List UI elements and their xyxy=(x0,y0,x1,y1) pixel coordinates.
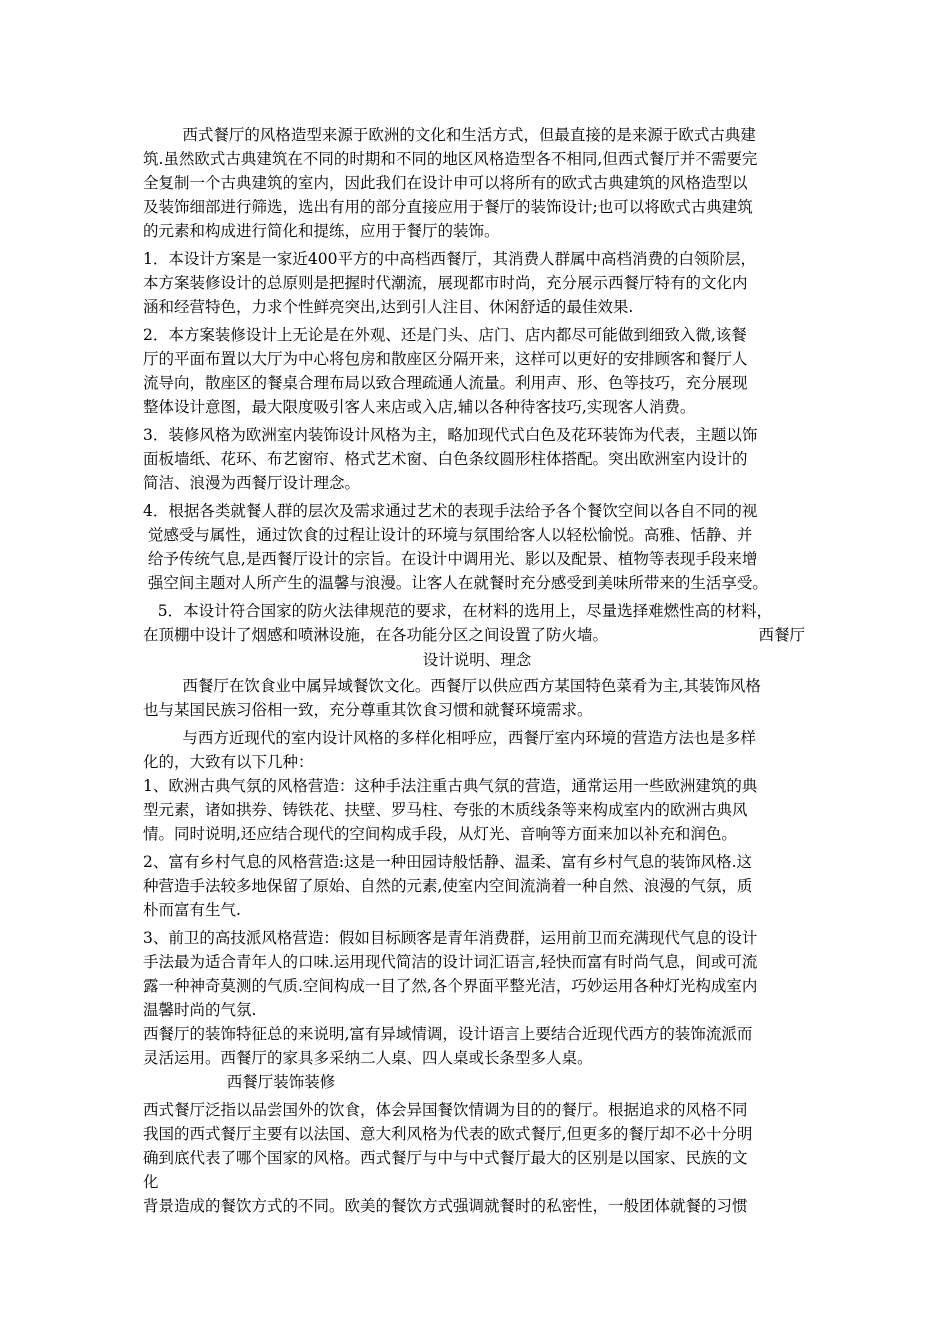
text-line: 整体设计意图，最大限度吸引客人来店或入店,辅以各种待客技巧,实现客人消费。 xyxy=(143,398,696,416)
text-line: 厅的平面布置以大厅为中心将包房和散座区分隔开来，这样可以更好的安排顾客和餐厅人 xyxy=(143,350,748,368)
text-line: 西餐厅在饮食业中属异域餐饮文化。西餐厅以供应西方某国特色菜肴为主,其装饰风格 xyxy=(143,677,761,695)
text-line: 2、富有乡村气息的风格营造:这是一种田园诗般恬静、温柔、富有乡村气息的装饰风格.这 xyxy=(143,853,753,871)
text-line: 与西方近现代的室内设计风格的多样化相呼应，西餐厅室内环境的营造方法也是多样 xyxy=(143,729,756,747)
text-line: 给予传统气息,是西餐厅设计的宗旨。在设计中调用光、影以及配景、植物等表现手段来增 xyxy=(143,550,758,568)
text-line: 的元素和构成进行简化和提练，应用于餐厅的装饰。 xyxy=(143,222,500,240)
text-line: 朴而富有生气. xyxy=(143,901,241,919)
text-line: 流导向，散座区的餐桌合理布局以致合理疏通人流量。利用声、形、色等技巧，充分展现 xyxy=(143,374,748,392)
text-line: 涵和经营特色，力求个性鲜亮突出,达到引人注目、休闲舒适的最佳效果. xyxy=(143,298,634,316)
text-line: 我国的西式餐厅主要有以法国、意大利风格为代表的欧式餐厅,但更多的餐厅却不必十分明 xyxy=(143,1125,753,1143)
text-line: 化的，大致有以下几种： xyxy=(143,753,314,771)
section-heading: 设计说明、理念 xyxy=(422,651,532,669)
text-line: 1．本设计方案是一家近400平方的中高档西餐厅，其消费人群属中高档消费的白领阶层， xyxy=(143,250,756,268)
text-line: 全复制一个古典建筑的室内，因此我们在设计申可以将所有的欧式古典建筑的风格造型以 xyxy=(143,174,748,192)
text-line: 及装饰细部进行筛选，选出有用的部分直接应用于餐厅的装饰设计;也可以将欧式古典建筑 xyxy=(143,198,753,216)
text-line: 露一种神奇莫测的气质.空间构成一目了然,各个界面平整光洁，巧妙运用各种灯光构成室内 xyxy=(143,977,758,995)
section-heading: 西餐厅装饰装修 xyxy=(143,1073,336,1091)
text-line: 西式餐厅的风格造型来源于欧洲的文化和生活方式，但最直接的是来源于欧式古典建 xyxy=(143,126,756,144)
text-line: 简洁、浪漫为西餐厅设计理念。 xyxy=(143,474,361,492)
text-line: 2．本方案装修设计上无论是在外观、还是门头、店门、店内都尽可能做到细致入微,该餐 xyxy=(143,326,747,344)
text-line: 面板墙纸、花环、布艺窗帘、格式艺术窗、白色条纹圆形柱体搭配。突出欧洲室内设计的 xyxy=(143,450,748,468)
text-line: 型元素，诸如拱券、铸铁花、扶壁、罗马柱、夸张的木质线条等来构成室内的欧洲古典风 xyxy=(143,801,748,819)
text-line: 3．装修风格为欧洲室内装饰设计风格为主，略加现代式白色及花环装饰为代表，主题以饰 xyxy=(143,426,758,444)
text-line: 强空间主题对人所产生的温馨与浪漫。让客人在就餐时充分感受到美味所带来的生活享受。 xyxy=(143,574,768,592)
text-line: 背景造成的餐饮方式的不同。欧美的餐饮方式强调就餐时的私密性，一般团体就餐的习惯 xyxy=(143,1197,748,1215)
text-line: 温馨时尚的气氛. xyxy=(143,1001,257,1019)
text-line: 手法最为适合青年人的口味.运用现代简洁的设计词汇语言,轻快而富有时尚气息，间或可流 xyxy=(143,953,758,971)
right-aligned-text: 西餐厅 xyxy=(758,626,805,644)
text-line: 种营造手法较多地保留了原始、自然的元素,使室内空间流淌着一种自然、浪漫的气氛，质 xyxy=(143,877,753,895)
text-line: 情。同时说明,还应结合现代的空间构成手段，从灯光、音响等方面来加以补充和润色。 xyxy=(143,825,737,843)
text-line: 化 xyxy=(143,1173,159,1191)
text-line: 确到底代表了哪个国家的风格。西式餐厅与中与中式餐厅最大的区别是以国家、民族的文 xyxy=(143,1149,748,1167)
text-line: 3、前卫的高技派风格营造：假如目标顾客是青年消费群，运用前卫而充满现代气息的设计 xyxy=(143,929,758,947)
text-line: 西餐厅的装饰特征总的来说明,富有异域情调，设计语言上要结合近现代西方的装饰流派而 xyxy=(143,1025,753,1043)
text-line: 筑.虽然欧式古典建筑在不同的时期和不同的地区风格造型各不相同,但西式餐厅并不需要完 xyxy=(143,150,758,168)
text-line: 灵活运用。西餐厅的家具多采纳二人桌、四人桌或长条型多人桌。 xyxy=(143,1049,593,1067)
text-line: 也与某国民族习俗相一致，充分尊重其饮食习惯和就餐环境需求。 xyxy=(143,701,593,719)
text-line: 5．本设计符合国家的防火法律规范的要求，在材料的选用上，尽量选择难燃性高的材料， xyxy=(143,602,773,620)
text-line: 西式餐厅泛指以品尝国外的饮食，体会异国餐饮情调为目的的餐厅。根据追求的风格不同 xyxy=(143,1101,748,1119)
text-line: 4．根据各类就餐人群的层次及需求通过艺术的表现手法给予各个餐饮空间以各自不同的视 xyxy=(143,502,758,520)
text-line: 1、欧洲古典气氛的风格营造：这种手法注重古典气氛的营造，通常运用一些欧洲建筑的典 xyxy=(143,777,758,795)
text-line: 本方案装修设计的总原则是把握时代潮流，展现都市时尚，充分展示西餐厅特有的文化内 xyxy=(143,274,748,292)
text-line: 觉感受与属性，通过饮食的过程让设计的环境与氛围给客人以轻松愉悦。高雅、恬静、并 xyxy=(143,526,753,544)
text-line: 在顶棚中设计了烟感和喷淋设施，在各功能分区之间设置了防火墙。 西餐厅 xyxy=(143,623,811,647)
